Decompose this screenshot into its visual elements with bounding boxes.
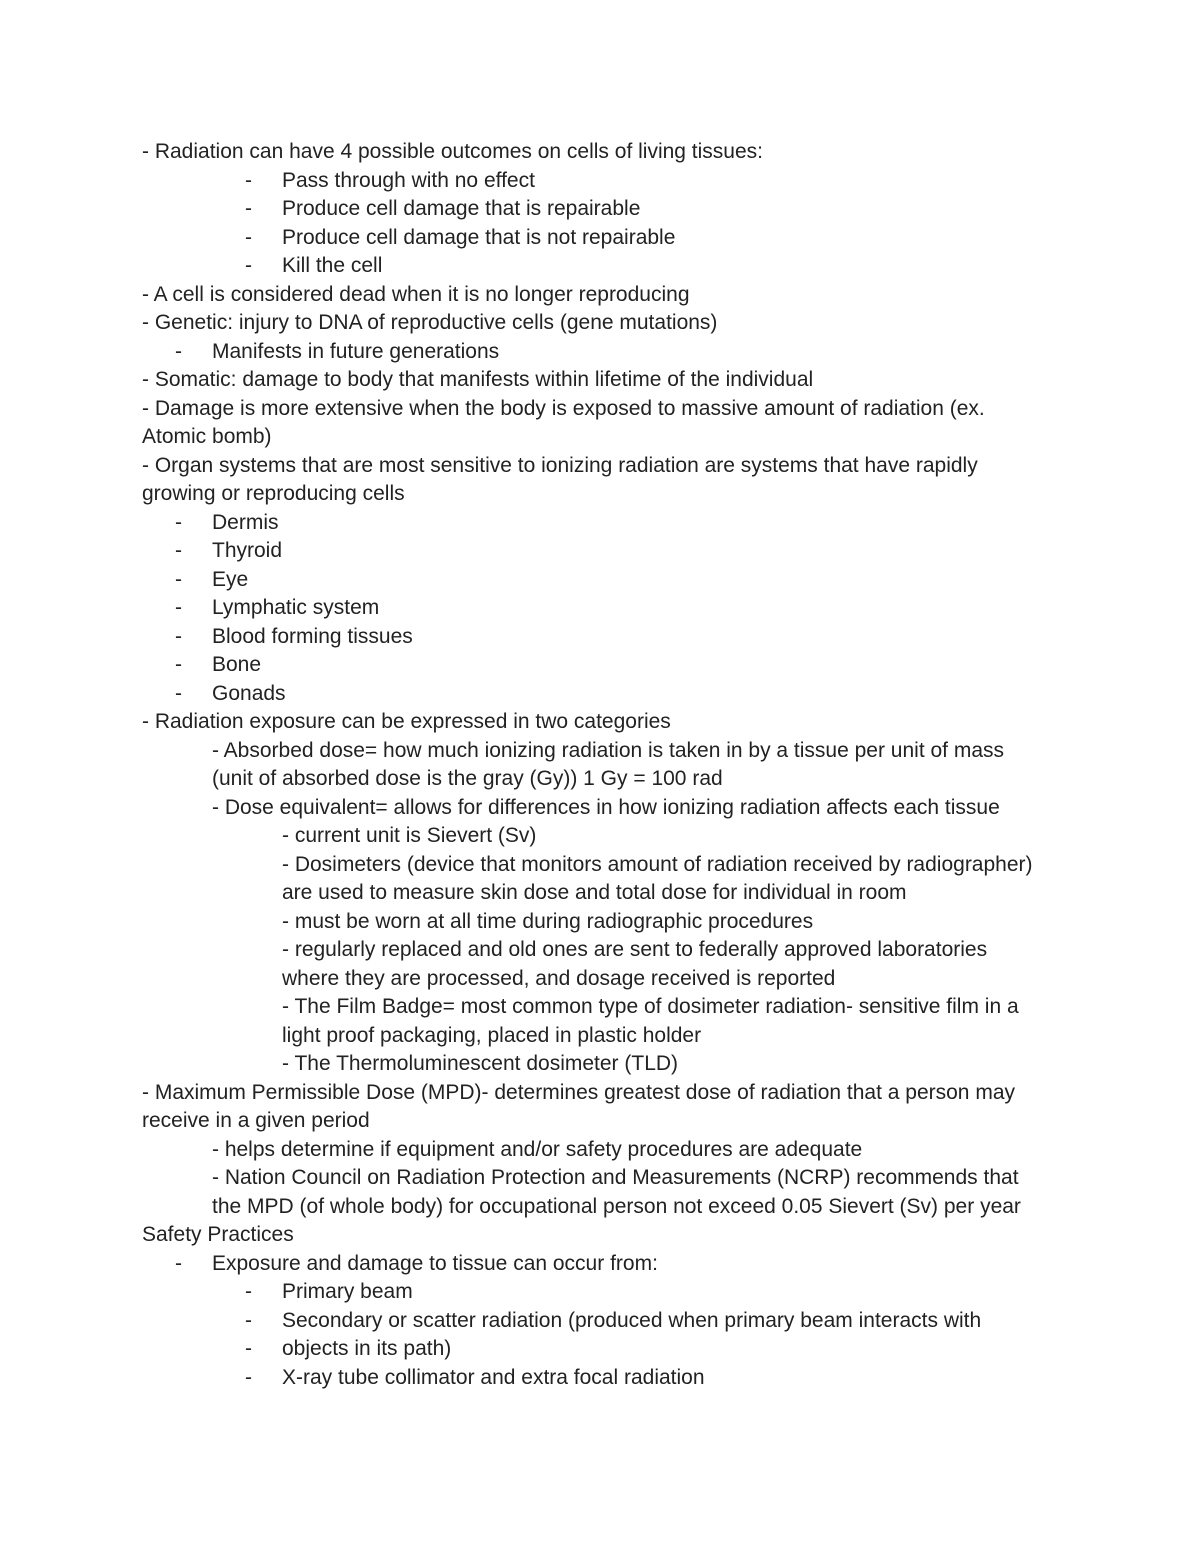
bullet-dash: - [175,567,182,591]
bullet-list-item [0,537,1200,566]
bullet-dash: - [175,539,182,562]
line-text: Bone [212,653,262,676]
line-text: growing or reproducing cells [142,482,405,505]
line-text: - Dosimeters (device that monitors amount of radiation received by radiographer) [282,852,1033,876]
line-text: where they are processed, and dosage received is reported [282,966,836,990]
text-line [0,1164,1200,1193]
bullet-dash: - [175,1251,182,1275]
bullet-list-item [0,566,1200,595]
line-text: - current unit is Sievert (Sv) [282,824,537,847]
bullet-dash: - [245,1308,252,1332]
text-line [0,936,1200,965]
bullet-list-item [0,1250,1200,1279]
line-text: - Radiation can have 4 possible outcomes on cells of living tissues: [142,140,763,163]
line-text: Blood forming tissues [212,624,413,648]
line-text: Produce cell damage that is repairable [282,197,641,220]
line-text: Produce cell damage that is not repairable [282,225,676,249]
bullet-dash: - [175,596,182,619]
line-text: - Genetic: injury to DNA of reproductive cells (gene mutations) [142,311,718,334]
text-line [0,423,1200,452]
bullet-list-item [0,252,1200,281]
text-line [0,395,1200,424]
bullet-dash: - [175,339,182,363]
text-line [0,366,1200,395]
line-text: - Radiation exposure can be expressed in two categories [142,710,671,733]
bullet-dash: - [245,254,252,277]
line-text: - Nation Council on Radiation Protection and Measurements (NCRP) recommends that [212,1166,1019,1189]
line-text: Exposure and damage to tissue can occur from: [212,1251,658,1275]
bullet-dash: - [245,225,252,249]
text-line [0,765,1200,794]
line-text: Thyroid [212,539,283,562]
text-line [0,1193,1200,1222]
bullet-dash: - [175,681,182,705]
line-text: light proof packaging, placed in plastic holder [282,1023,702,1047]
line-text: Pass through with no effect [282,168,535,192]
text-line [0,138,1200,167]
line-text: Secondary or scatter radiation (produced when primary beam interacts with [282,1308,982,1332]
line-text: Gonads [212,681,286,705]
text-line [0,737,1200,766]
line-text: Kill the cell [282,254,383,277]
line-text: X-ray tube collimator and extra focal radiation [282,1365,705,1389]
line-text: Dermis [212,510,279,534]
line-text: Lymphatic system [212,596,380,619]
line-text: the MPD (of whole body) for occupational person not exceed 0.05 Sievert (Sv) per year [212,1194,1021,1218]
bullet-list-item [0,338,1200,367]
text-line [0,1136,1200,1165]
line-text: - Absorbed dose= how much ionizing radiation is taken in by a tissue per unit of mass [212,738,1005,762]
bullet-list-item [0,680,1200,709]
line-text: Atomic bomb) [142,425,272,448]
text-line [0,1221,1200,1250]
bullet-list-item [0,651,1200,680]
line-text: Eye [212,567,249,591]
bullet-list-item [0,1364,1200,1393]
text-line [0,708,1200,737]
line-text: Manifests in future generations [212,339,500,363]
bullet-list-item [0,509,1200,538]
bullet-dash: - [245,168,252,192]
document-body [0,138,1200,1392]
text-line [0,1050,1200,1079]
bullet-list-item [0,594,1200,623]
line-text: receive in a given period [142,1109,370,1132]
bullet-list-item [0,224,1200,253]
text-line [0,1079,1200,1108]
bullet-list-item [0,195,1200,224]
text-line [0,908,1200,937]
line-text: - regularly replaced and old ones are sent to federally approved laboratories [282,938,988,961]
bullet-dash: - [245,1280,252,1303]
bullet-dash: - [245,1365,252,1389]
line-text: - Maximum Permissible Dose (MPD)- determines greatest dose of radiation that a person may [142,1080,1015,1104]
text-line [0,879,1200,908]
bullet-dash: - [175,624,182,648]
bullet-list-item [0,1307,1200,1336]
text-line [0,851,1200,880]
bullet-list-item [0,623,1200,652]
text-line [0,1022,1200,1051]
bullet-list-item [0,1335,1200,1364]
text-line [0,452,1200,481]
line-text: Primary beam [282,1280,413,1303]
bullet-dash: - [175,653,182,676]
line-text: - The Film Badge= most common type of dosimeter radiation- sensitive film in a [282,995,1019,1018]
line-text: - Damage is more extensive when the body is exposed to massive amount of radiation (ex. [142,396,985,420]
text-line [0,965,1200,994]
line-text: - Organ systems that are most sensitive to ionizing radiation are systems that have rapidly [142,453,978,477]
line-text: (unit of absorbed dose is the gray (Gy)) 1 Gy = 100 rad [212,767,723,790]
line-text: - A cell is considered dead when it is no longer reproducing [142,282,690,306]
line-text: - helps determine if equipment and/or safety procedures are adequate [212,1137,863,1161]
line-text: - Somatic: damage to body that manifests within lifetime of the individual [142,368,814,391]
line-text: - must be worn at all time during radiographic procedures [282,909,814,933]
bullet-dash: - [175,510,182,534]
text-line [0,1107,1200,1136]
line-text: are used to measure skin dose and total dose for individual in room [282,881,907,904]
line-text: - Dose equivalent= allows for differences in how ionizing radiation affects each tissue [212,795,1000,819]
bullet-dash: - [245,197,252,220]
text-line [0,480,1200,509]
bullet-list-item [0,1278,1200,1307]
bullet-list-item [0,167,1200,196]
text-line [0,822,1200,851]
line-text: Safety Practices [142,1223,294,1246]
line-text: objects in its path) [282,1337,452,1360]
text-line [0,309,1200,338]
text-line [0,794,1200,823]
text-line [0,993,1200,1022]
line-text: - The Thermoluminescent dosimeter (TLD) [282,1052,679,1075]
bullet-dash: - [245,1337,252,1360]
text-line [0,281,1200,310]
